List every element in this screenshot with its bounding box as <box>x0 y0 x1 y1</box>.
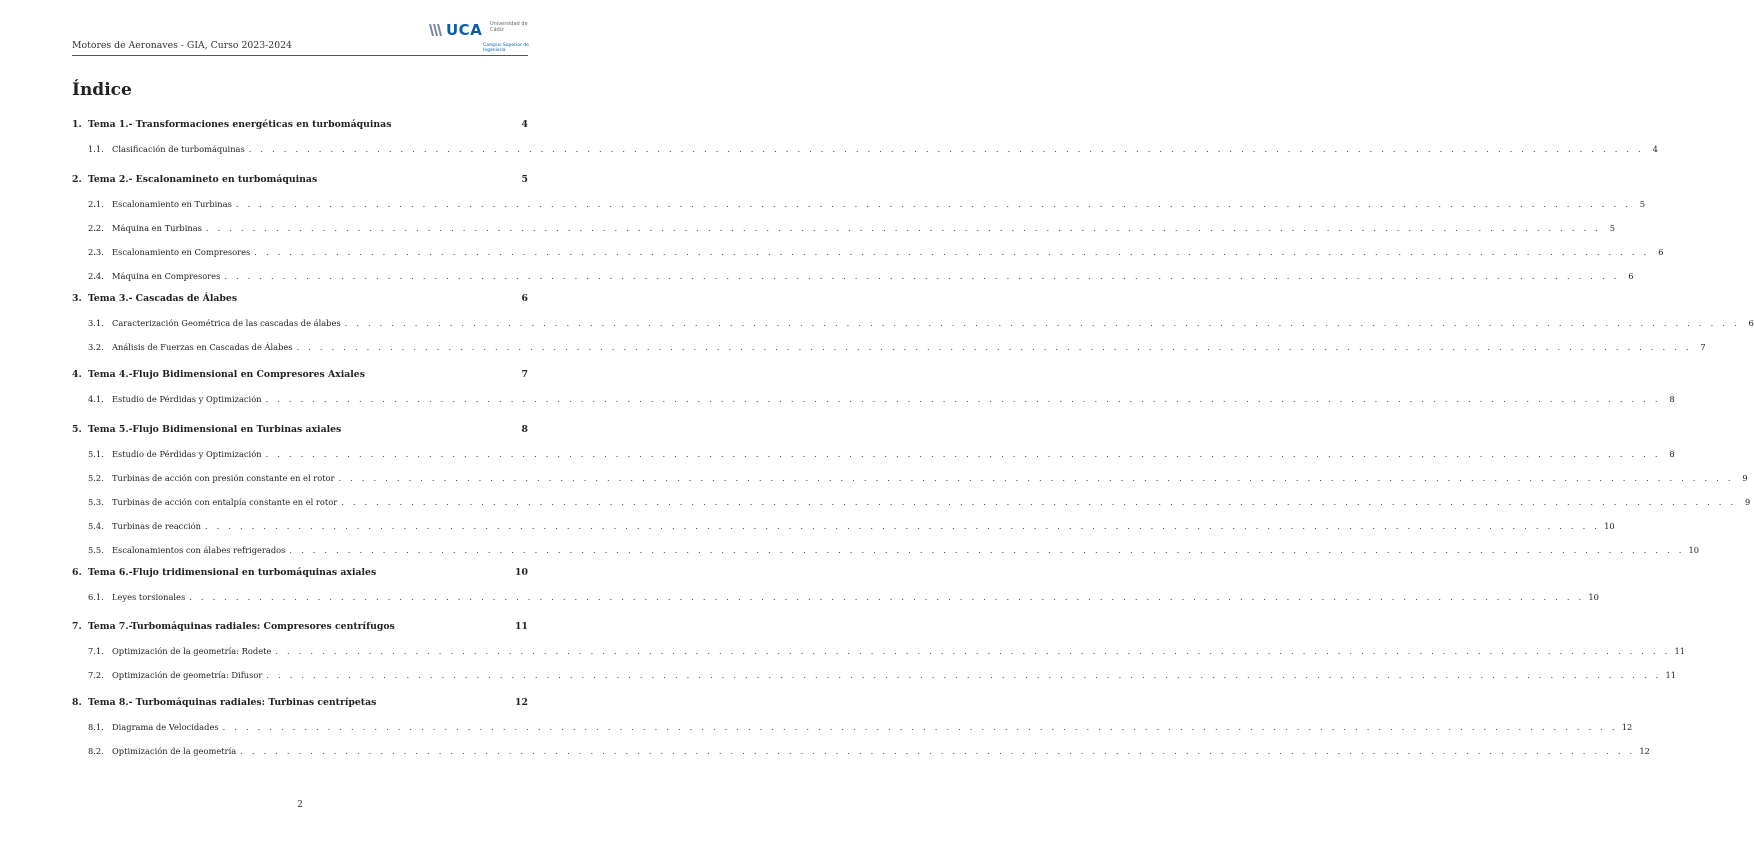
toc-subsection-title: Escalonamiento en Turbinas <box>112 199 232 209</box>
toc-subsection-number: 7.2. <box>88 670 104 680</box>
toc-dot-leader: . . . . . . . . . . . . . . . . . . . . . . . . . . . . . . . . . . . . . . . . . . . . . . . . . . . . . . . . . . . . . . . . . . . . . . . . . . . . . . . . . . . . . . . . . . . . . . . . . . . . . . . . . . . . . . . . . . . . . . . . <box>222 722 1618 732</box>
toc-dot-leader: . . . . . . . . . . . . . . . . . . . . . . . . . . . . . . . . . . . . . . . . . . . . . . . . . . . . . . . . . . . . . . . . . . . . . . . . . . . . . . . . . . . . . . . . . . . . . . . . . . . . . . . . . . . . . . . . . . . . . . . . <box>254 247 1650 257</box>
toc-section-page: 8 <box>521 424 528 435</box>
uca-logo <box>428 17 528 57</box>
toc-section[interactable] <box>72 621 528 635</box>
toc-section-number: 6. <box>72 567 82 578</box>
toc-subsection-number: 5.2. <box>88 473 104 483</box>
toc-section[interactable] <box>72 119 528 133</box>
toc-subsection[interactable] <box>72 199 1645 213</box>
toc-section-number: 3. <box>72 293 82 304</box>
toc-subsection[interactable] <box>72 722 1633 736</box>
toc-subsection-title: Estudio de Pérdidas y Optimización <box>112 449 262 459</box>
toc-subsection-page: 6 <box>1628 271 1634 281</box>
toc-subsection-page: 10 <box>1604 521 1615 531</box>
toc-subsection[interactable] <box>72 473 1748 487</box>
page-header <box>72 0 528 58</box>
toc-subsection-number: 8.1. <box>88 722 104 732</box>
toc-subsection[interactable] <box>72 449 1675 463</box>
toc-dot-leader: . . . . . . . . . . . . . . . . . . . . . . . . . . . . . . . . . . . . . . . . . . . . . . . . . . . . . . . . . . . . . . . . . . . . . . . . . . . . . . . . . . . . . . . . . . . . . . . . . . . . . . . . . . . . . . . . . . . . . . . . <box>344 318 1740 328</box>
toc-section-number: 7. <box>72 621 82 632</box>
toc-section[interactable] <box>72 174 528 188</box>
toc-subsection-number: 8.2. <box>88 746 104 756</box>
toc-subsection-page: 5 <box>1639 199 1645 209</box>
toc-subsection-title: Escalonamiento en Compresores <box>112 247 251 257</box>
toc-subsection-page: 12 <box>1639 746 1650 756</box>
page-number: 2 <box>297 800 303 810</box>
toc-dot-leader: . . . . . . . . . . . . . . . . . . . . . . . . . . . . . . . . . . . . . . . . . . . . . . . . . . . . . . . . . . . . . . . . . . . . . . . . . . . . . . . . . . . . . . . . . . . . . . . . . . . . . . . . . . . . . . . . . . . . . . . . <box>235 199 1631 209</box>
toc-subsection-number: 5.5. <box>88 545 104 555</box>
logo-university-text: Universidad de Cádiz <box>490 21 528 33</box>
toc-section-title: Tema 2.- Escalonamineto en turbomáquinas <box>88 174 318 185</box>
toc-subsection-page: 12 <box>1621 722 1633 732</box>
toc-subsection-title: Turbinas de reacción <box>112 521 201 531</box>
toc-subsection-title: Escalonamientos con álabes refrigerados <box>112 545 286 555</box>
toc-subsection[interactable] <box>72 670 1677 684</box>
toc-subsection-title: Turbinas de acción con entalpía constante en el rotor <box>112 497 338 507</box>
toc-section-title: Tema 5.-Flujo Bidimensional en Turbinas axiales <box>88 424 342 435</box>
toc-subsection-title: Máquina en Compresores <box>112 271 221 281</box>
toc-subsection[interactable] <box>72 318 1754 332</box>
toc-subsection[interactable] <box>72 394 1675 408</box>
toc-section-title: Tema 3.- Cascadas de Álabes <box>88 293 238 304</box>
toc-subsection[interactable] <box>72 144 1658 158</box>
toc-subsection-title: Optimización de la geometría: Rodete <box>112 646 272 656</box>
toc-subsection-number: 2.4. <box>88 271 104 281</box>
toc-subsection-title: Caracterización Geométrica de las cascadas de álabes <box>112 318 341 328</box>
toc-subsection-page: 10 <box>1588 592 1599 602</box>
toc-section-page: 11 <box>515 621 528 632</box>
toc-dot-leader: . . . . . . . . . . . . . . . . . . . . . . . . . . . . . . . . . . . . . . . . . . . . . . . . . . . . . . . . . . . . . . . . . . . . . . . . . . . . . . . . . . . . . . . . . . . . . . . . . . . . . . . . . . . . . . . . . . . . . . . . <box>205 223 1602 233</box>
toc-dot-leader: . . . . . . . . . . . . . . . . . . . . . . . . . . . . . . . . . . . . . . . . . . . . . . . . . . . . . . . . . . . . . . . . . . . . . . . . . . . . . . . . . . . . . . . . . . . . . . . . . . . . . . . . . . . . . . . . . . . . . . . . <box>275 646 1671 656</box>
toc-subsection-title: Estudio de Pérdidas y Optimización <box>112 394 262 404</box>
toc-subsection-number: 4.1. <box>88 394 104 404</box>
toc-subsection-number: 2.2. <box>88 223 104 233</box>
toc-dot-leader: . . . . . . . . . . . . . . . . . . . . . . . . . . . . . . . . . . . . . . . . . . . . . . . . . . . . . . . . . . . . . . . . . . . . . . . . . . . . . . . . . . . . . . . . . . . . . . . . . . . . . . . . . . . . . . . . . . . . . . . . <box>240 746 1636 756</box>
toc-subsection-page: 6 <box>1748 318 1754 328</box>
toc-section-page: 6 <box>521 293 528 304</box>
toc-section-title: Tema 1.- Transformaciones energéticas en turbomáquinas <box>88 119 392 130</box>
toc-subsection-number: 5.3. <box>88 497 104 507</box>
toc-subsection[interactable] <box>72 646 1686 660</box>
toc-subsection-number: 3.1. <box>88 318 104 328</box>
toc-subsection[interactable] <box>72 497 1751 511</box>
toc-section[interactable] <box>72 293 528 307</box>
toc-dot-leader: . . . . . . . . . . . . . . . . . . . . . . . . . . . . . . . . . . . . . . . . . . . . . . . . . . . . . . . . . . . . . . . . . . . . . . . . . . . . . . . . . . . . . . . . . . . . . . . . . . . . . . . . . . . . . . . . . . . . . . . . <box>266 670 1662 680</box>
toc-section-title: Tema 4.-Flujo Bidimensional en Compresores Axiales <box>88 369 365 380</box>
toc-dot-leader: . . . . . . . . . . . . . . . . . . . . . . . . . . . . . . . . . . . . . . . . . . . . . . . . . . . . . . . . . . . . . . . . . . . . . . . . . . . . . . . . . . . . . . . . . . . . . . . . . . . . . . . . . . . . . . . . . . . . . . . . <box>189 592 1585 602</box>
toc-subsection[interactable] <box>72 592 1599 606</box>
toc-subsection-title: Leyes torsionales <box>112 592 186 602</box>
toc-subsection-title: Clasificación de turbomáquinas <box>112 144 245 154</box>
toc-subsection-page: 10 <box>1688 545 1700 555</box>
toc-section[interactable] <box>72 567 528 581</box>
toc-dot-leader: . . . . . . . . . . . . . . . . . . . . . . . . . . . . . . . . . . . . . . . . . . . . . . . . . . . . . . . . . . . . . . . . . . . . . . . . . . . . . . . . . . . . . . . . . . . . . . . . . . . . . . . . . . . . . . . . . . . . . . . . <box>289 545 1685 555</box>
toc-dot-leader: . . . . . . . . . . . . . . . . . . . . . . . . . . . . . . . . . . . . . . . . . . . . . . . . . . . . . . . . . . . . . . . . . . . . . . . . . . . . . . . . . . . . . . . . . . . . . . . . . . . . . . . . . . . . . . . . . . . . . . . . <box>204 521 1601 531</box>
toc-subsection-number: 3.2. <box>88 342 104 352</box>
toc-dot-leader: . . . . . . . . . . . . . . . . . . . . . . . . . . . . . . . . . . . . . . . . . . . . . . . . . . . . . . . . . . . . . . . . . . . . . . . . . . . . . . . . . . . . . . . . . . . . . . . . . . . . . . . . . . . . . . . . . . . . . . . . <box>296 342 1692 352</box>
toc-section[interactable] <box>72 424 528 438</box>
toc-subsection[interactable] <box>72 247 1664 261</box>
toc-subsection[interactable] <box>72 271 1634 285</box>
toc-subsection-page: 7 <box>1700 342 1706 352</box>
toc-subsection[interactable] <box>72 223 1616 237</box>
toc-subsection[interactable] <box>72 746 1650 760</box>
toc-subsection-title: Optimización de la geometría <box>112 746 237 756</box>
toc-subsection-title: Turbinas de acción con presión constante en el rotor <box>112 473 335 483</box>
toc-section-number: 4. <box>72 369 82 380</box>
toc-subsection-page: 8 <box>1669 394 1675 404</box>
toc-subsection-number: 7.1. <box>88 646 104 656</box>
index-title: Índice <box>72 80 132 100</box>
toc-subsection-title: Diagrama de Velocidades <box>112 722 219 732</box>
running-header-title: Motores de Aeronaves - GIA, Curso 2023-2024 <box>72 40 292 51</box>
logo-campus-text: Campus Superior de Ingeniería <box>483 43 529 53</box>
toc-subsection-title: Análisis de Fuerzas en Cascadas de Álabes <box>112 342 293 352</box>
toc-subsection-number: 5.1. <box>88 449 104 459</box>
toc-section-page: 4 <box>521 119 528 130</box>
toc-subsection-page: 11 <box>1665 670 1677 680</box>
crest-icon <box>428 22 444 38</box>
toc-section-page: 12 <box>515 697 528 708</box>
toc-subsection-page: 9 <box>1742 473 1748 483</box>
toc-subsection-title: Máquina en Turbinas <box>112 223 202 233</box>
toc-section-page: 7 <box>521 369 528 380</box>
toc-subsection-page: 9 <box>1745 497 1751 507</box>
toc-dot-leader: . . . . . . . . . . . . . . . . . . . . . . . . . . . . . . . . . . . . . . . . . . . . . . . . . . . . . . . . . . . . . . . . . . . . . . . . . . . . . . . . . . . . . . . . . . . . . . . . . . . . . . . . . . . . . . . . . . . . . . . . <box>341 497 1737 507</box>
toc-subsection-number: 6.1. <box>88 592 104 602</box>
logo-uca-text: UCA <box>446 21 483 39</box>
toc-section-page: 10 <box>515 567 528 578</box>
toc-subsection[interactable] <box>72 342 1706 356</box>
toc-section-number: 1. <box>72 119 82 130</box>
toc-dot-leader: . . . . . . . . . . . . . . . . . . . . . . . . . . . . . . . . . . . . . . . . . . . . . . . . . . . . . . . . . . . . . . . . . . . . . . . . . . . . . . . . . . . . . . . . . . . . . . . . . . . . . . . . . . . . . . . . . . . . . . . . <box>248 144 1644 154</box>
toc-subsection-title: Optimización de geometría: Difusor <box>112 670 263 680</box>
toc-subsection-number: 2.3. <box>88 247 104 257</box>
toc-section-number: 2. <box>72 174 82 185</box>
toc-section[interactable] <box>72 697 528 711</box>
toc-section-title: Tema 8.- Turbomáquinas radiales: Turbinas centrípetas <box>88 697 377 708</box>
toc-subsection[interactable] <box>72 521 1615 535</box>
toc-subsection-page: 8 <box>1669 449 1675 459</box>
toc-section-number: 5. <box>72 424 82 435</box>
toc-subsection-page: 4 <box>1652 144 1658 154</box>
toc-section-number: 8. <box>72 697 82 708</box>
toc-subsection-number: 5.4. <box>88 521 104 531</box>
toc-section-page: 5 <box>521 174 528 185</box>
toc-dot-leader: . . . . . . . . . . . . . . . . . . . . . . . . . . . . . . . . . . . . . . . . . . . . . . . . . . . . . . . . . . . . . . . . . . . . . . . . . . . . . . . . . . . . . . . . . . . . . . . . . . . . . . . . . . . . . . . . . . . . . . . . <box>338 473 1734 483</box>
toc-section-title: Tema 7.-Turbomáquinas radiales: Compresores centrífugos <box>88 621 395 632</box>
toc-subsection-page: 5 <box>1609 223 1616 233</box>
toc-section[interactable] <box>72 369 528 383</box>
header-rule <box>72 55 528 56</box>
toc-dot-leader: . . . . . . . . . . . . . . . . . . . . . . . . . . . . . . . . . . . . . . . . . . . . . . . . . . . . . . . . . . . . . . . . . . . . . . . . . . . . . . . . . . . . . . . . . . . . . . . . . . . . . . . . . . . . . . . . . . . . . . . . <box>265 449 1661 459</box>
toc-subsection-number: 2.1. <box>88 199 104 209</box>
toc-subsection-page: 11 <box>1674 646 1686 656</box>
toc-dot-leader: . . . . . . . . . . . . . . . . . . . . . . . . . . . . . . . . . . . . . . . . . . . . . . . . . . . . . . . . . . . . . . . . . . . . . . . . . . . . . . . . . . . . . . . . . . . . . . . . . . . . . . . . . . . . . . . . . . . . . . . . <box>224 271 1620 281</box>
toc-subsection-number: 1.1. <box>88 144 104 154</box>
toc-section-title: Tema 6.-Flujo tridimensional en turbomáquinas axiales <box>88 567 377 578</box>
toc-subsection-page: 6 <box>1658 247 1664 257</box>
toc-subsection[interactable] <box>72 545 1700 559</box>
toc-dot-leader: . . . . . . . . . . . . . . . . . . . . . . . . . . . . . . . . . . . . . . . . . . . . . . . . . . . . . . . . . . . . . . . . . . . . . . . . . . . . . . . . . . . . . . . . . . . . . . . . . . . . . . . . . . . . . . . . . . . . . . . . <box>265 394 1661 404</box>
